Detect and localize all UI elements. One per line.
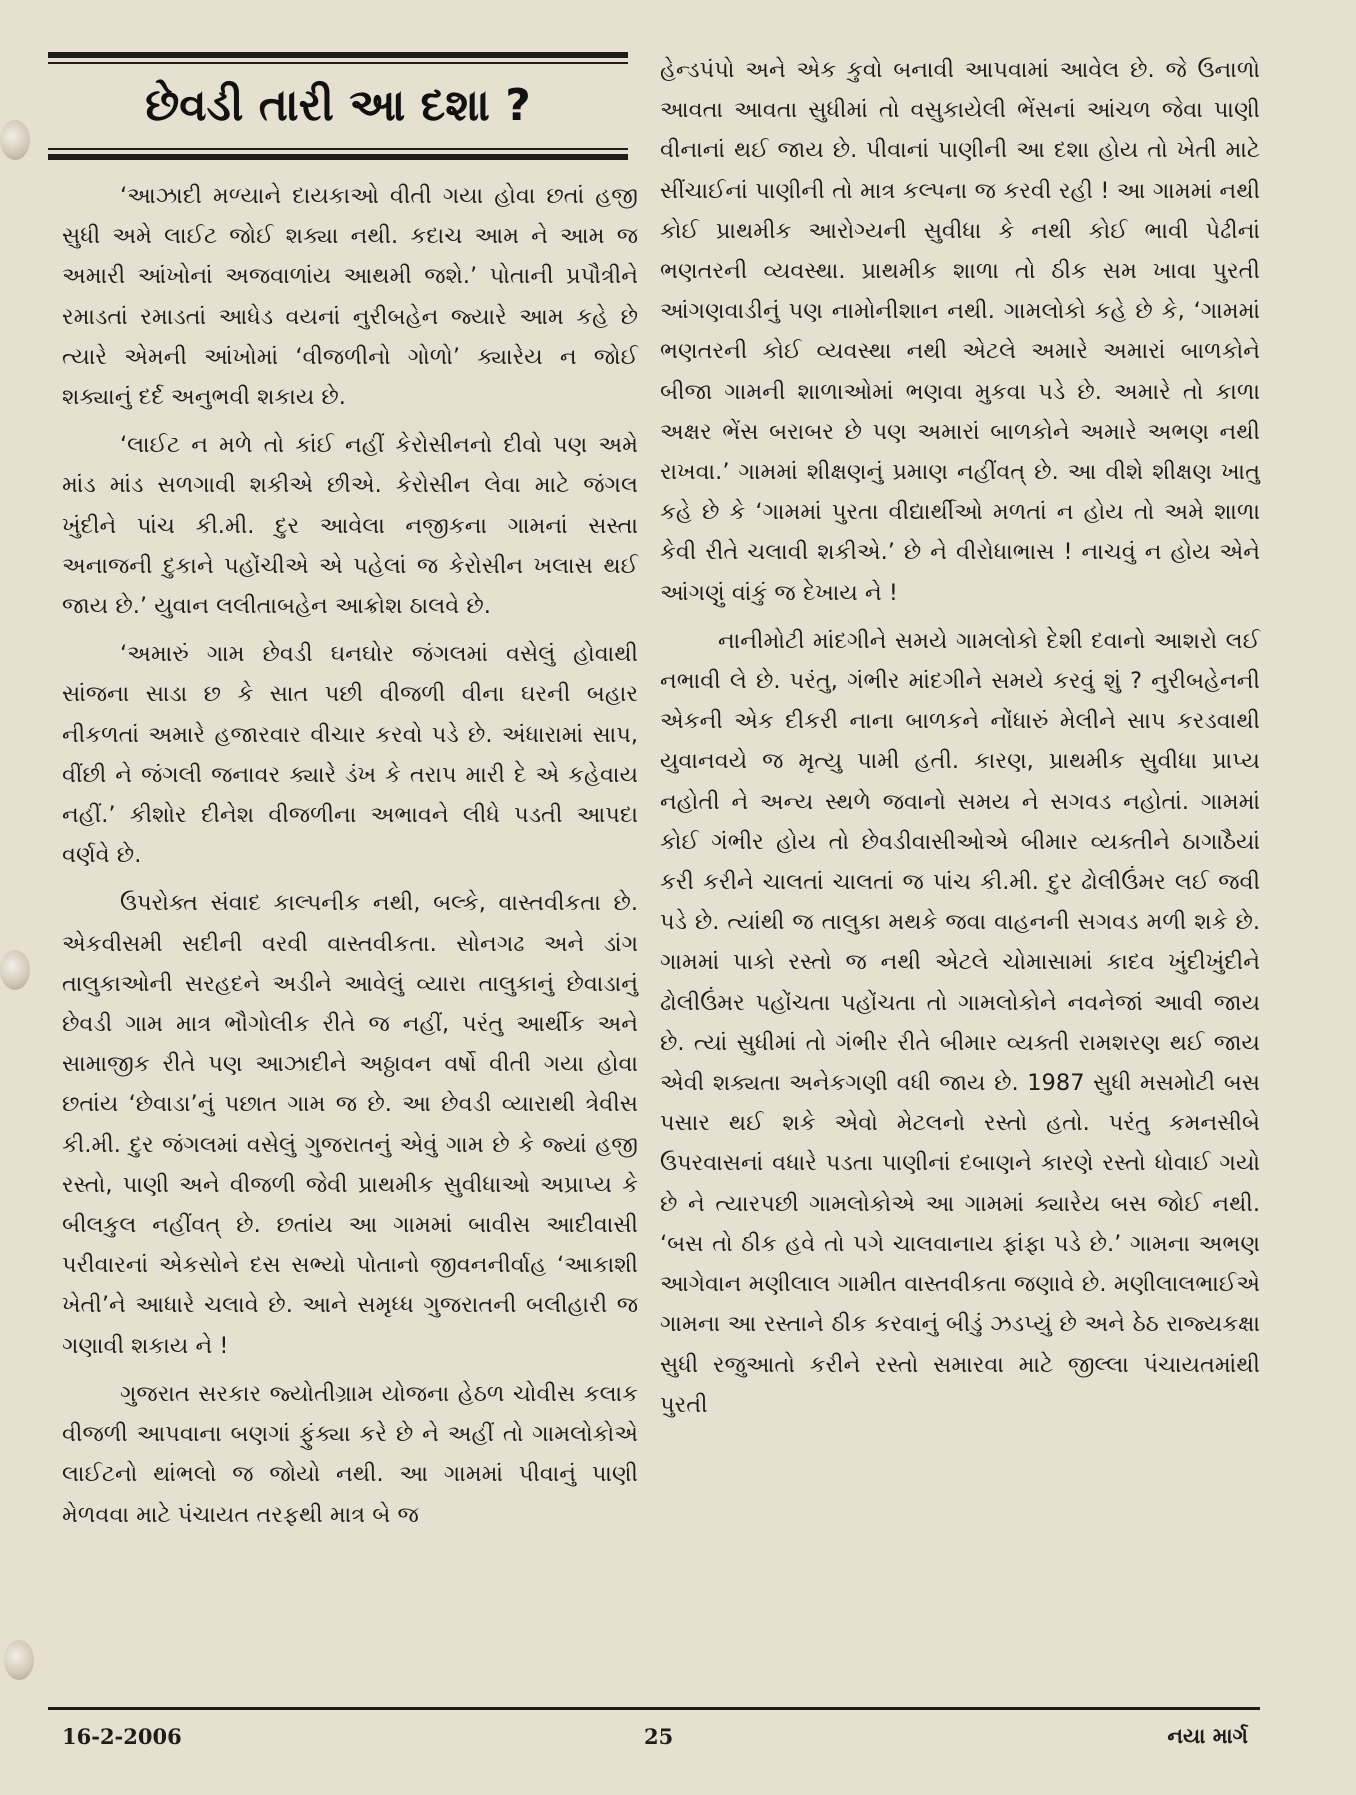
headline-rule-bottom-thin	[48, 148, 628, 150]
page-number: 25	[644, 1724, 674, 1749]
footer-date: 16-2-2006	[62, 1724, 182, 1749]
binder-hole-middle	[0, 950, 30, 990]
headline: છેવડી તારી આ દશા ?	[145, 80, 531, 131]
headline-rule-bottom	[48, 154, 628, 160]
paragraph: ‘લાઈટ ન મળે તો કાંઈ નહીં કેરોસીનનો દીવો પણ અમે માંડ માંડ સળગાવી શકીએ છીએ. કેરોસીન લેવા માટે જંગલ ખુંદીને પાંચ કી.મી. દુર આવેલા નજીકના ગામનાં સસ્તા અનાજની દુકાને પહોંચીએ એ પહેલાં જ કેરોસીન ખલાસ થઈ જાય છે.’ યુવાન લલીતાબહેન આક્રોશ ઠાલવે છે.	[62, 432, 638, 620]
paragraph: ‘અમારું ગામ છેવડી ઘનઘોર જંગલમાં વસેલું હોવાથી સાંજના સાડા છ કે સાત પછી વીજળી વીના ઘરની બહાર નીકળતાં અમારે હજારવાર વીચાર કરવો પડે છે. અંધારામાં સાપ, વીંછી ને જંગલી જનાવર ક્યારે ડંખ કે તરાપ મારી દે એ કહેવાય નહીં.’ કીશોર દીનેશ વીજળીના અભાવને લીધે પડતી આપદા વર્ણવે છે.	[62, 641, 638, 869]
binder-hole-top	[0, 120, 30, 160]
headline-box	[48, 52, 628, 162]
paragraph: ઉપરોક્ત સંવાદ કાલ્પનીક નથી, બલ્કે, વાસ્તવીકતા છે. એકવીસમી સદીની વરવી વાસ્તવીકતા. સોનગઢ અને ડાંગ તાલુકાઓની સરહદને અડીને આવેલું વ્યારા તાલુકાનું છેવાડાનું છેવડી ગામ માત્ર ભૌગોલીક રીતે જ નહીં, પરંતુ આર્થીક અને સામાજીક રીતે પણ આઝાદીને અઠ્ઠાવન વર્ષો વીતી ગયા હોવા છતાંય ‘છેવાડા’નું પછાત ગામ જ છે. આ છેવડી વ્યારાથી ત્રેવીસ કી.મી. દુર જંગલમાં વસેલું ગુજરાતનું એવું ગામ છે કે જ્યાં હજી રસ્તો, પાણી અને વીજળી જેવી પ્રાથમીક સુવીધાઓ અપ્રાપ્ય કે બીલકુલ નહીંવત્ છે. છતાંય આ ગામમાં બાવીસ આદીવાસી પરીવારનાં એકસોને દસ સભ્યો પોતાનો જીવનનીર્વાહ ‘આકાશી ખેતી’ને આધારે ચલાવે છે. આને સમૃધ્ધ ગુજરાતની બલીહારી જ ગણાવી શકાય ને !	[62, 890, 638, 1359]
footer-rule	[48, 1707, 1260, 1710]
paragraph: ‘આઝાદી મળ્યાને દાયકાઓ વીતી ગયા હોવા છતાં હજી સુધી અમે લાઈટ જોઈ શક્યા નથી. કદાચ આમ ને આમ જ અમારી આંખોનાં અજવાળાંય આથમી જશે.’ પોતાની પ્રપૌત્રીને રમાડતાં રમાડતાં આધેડ વયનાં નુરીબહેન જ્યારે આમ કહે છે ત્યારે એમની આંખોમાં ‘વીજળીનો ગોળો’ ક્યારેય ન જોઈ શક્યાનું દર્દ અનુભવી શકાય છે.	[62, 183, 638, 411]
headline-rule-top-thin	[48, 62, 628, 64]
paragraph: ગુજરાત સરકાર જ્યોતીગ્રામ યોજના હેઠળ ચોવીસ કલાક વીજળી આપવાના બણગાં ફુંક્યા કરે છે ને અહીં તો ગામલોકોએ લાઈટનો થાંભલો જ જોયો નથી. આ ગામમાં પીવાનું પાણી મેળવવા માટે પંચાયત તરફથી માત્ર બે જ	[62, 1380, 638, 1528]
right-column	[660, 50, 1260, 1433]
headline-rule-top	[48, 52, 628, 58]
paragraph: હેન્ડપંપો અને એક કુવો બનાવી આપવામાં આવેલ છે. જે ઉનાળો આવતા આવતા સુધીમાં તો વસુકાયેલી ભેંસનાં આંચળ જેવા પાણી વીનાનાં થઈ જાય છે. પીવાનાં પાણીની આ દશા હોય તો ખેતી માટે સીંચાઈનાં પાણીની તો માત્ર કલ્પના જ કરવી રહી ! આ ગામમાં નથી કોઈ પ્રાથમીક આરોગ્યની સુવીધા કે નથી કોઈ ભાવી પેઢીનાં ભણતરની વ્યવસ્થા. પ્રાથમીક શાળા તો ઠીક સમ ખાવા પુરતી આંગણવાડીનું પણ નામોનીશાન નથી. ગામલોકો કહે છે કે, ‘ગામમાં ભણતરની કોઈ વ્યવસ્થા નથી એટલે અમારે અમારાં બાળકોને બીજા ગામની શાળાઓમાં ભણવા મુકવા પડે છે. અમારે તો કાળા અક્ષર ભેંસ બરાબર છે પણ અમારાં બાળકોને અમારે અભણ નથી રાખવા.’ ગામમાં શીક્ષણનું પ્રમાણ નહીંવત્ છે. આ વીશે શીક્ષણ ખાતુ કહે છે કે ‘ગામમાં પુરતા વીદ્યાર્થીઓ મળતાં ન હોય તો અમે શાળા કેવી રીતે ચલાવી શકીએ.’ છે ને વીરોધાભાસ ! નાચવું ન હોય એને આંગણું વાંકું જ દેખાય ને !	[660, 57, 1260, 606]
paragraph: નાનીમોટી માંદગીને સમયે ગામલોકો દેશી દવાનો આશરો લઈ નભાવી લે છે. પરંતુ, ગંભીર માંદગીને સમયે કરવું શું ? નુરીબહેનની એકની એક દીકરી નાના બાળકને નોંધારું મેલીને સાપ કરડવાથી યુવાનવયે જ મૃત્યુ પામી હતી. કારણ, પ્રાથમીક સુવીધા પ્રાપ્ય નહોતી ને અન્ય સ્થળે જવાનો સમય ને સગવડ નહોતાં. ગામમાં કોઈ ગંભીર હોય તો છેવડીવાસીઓએ બીમાર વ્યક્તીને ઠાગાઠૈયાં કરી કરીને ચાલતાં ચાલતાં જ પાંચ કી.મી. દુર ઢોલીઉંમર લઈ જવી પડે છે. ત્યાંથી જ તાલુકા મથકે જવા વાહનની સગવડ મળી શકે છે. ગામમાં પાકો રસ્તો જ નથી એટલે ચોમાસામાં કાદવ ખુંદીખુંદીને ઢોલીઉંમર પહોંચતા પહોંચતા તો ગામલોકોને નવનેજાં આવી જાય છે. ત્યાં સુધીમાં તો ગંભીર રીતે બીમાર વ્યક્તી રામશરણ થઈ જાય એવી શક્યતા અનેકગણી વધી જાય છે. 1987 સુધી મસમોટી બસ પસાર થઈ શકે એવો મેટલનો રસ્તો હતો. પરંતુ કમનસીબે ઉપરવાસનાં વધારે પડતા પાણીનાં દબાણને કારણે રસ્તો ધોવાઈ ગયો છે ને ત્યારપછી ગામલોકોએ આ ગામમાં ક્યારેય બસ જોઈ નથી. ‘બસ તો ઠીક હવે તો પગે ચાલવાનાય ફાંફા પડે છે.’ ગામના અભણ આગેવાન મણીલાલ ગામીત વાસ્તવીકતા જણાવે છે. મણીલાલભાઈએ ગામના આ રસ્તાને ઠીક કરવાનું બીડું ઝડપ્યું છે અને ઠેઠ રાજ્યકક્ષા સુધી રજુઆતો કરીને રસ્તો સમારવા માટે જીલ્લા પંચાયતમાંથી પુરતી	[660, 627, 1260, 1418]
binder-hole-bottom	[4, 1640, 34, 1680]
left-column	[62, 176, 638, 1543]
magazine-name: નયા માર્ગ	[1167, 1724, 1248, 1748]
